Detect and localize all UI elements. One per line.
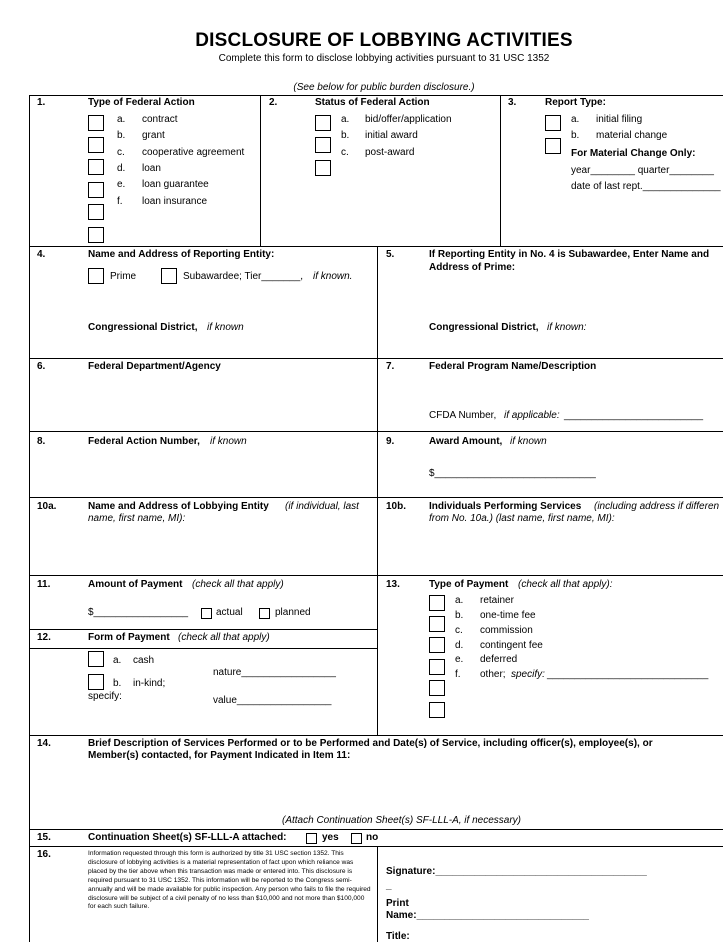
rule (29, 358, 723, 359)
s10a-label: Name and Address of Lobbying Entity (88, 501, 269, 512)
divider (260, 95, 261, 246)
s11-number: 11. (37, 579, 51, 590)
s1-item-text: grant (142, 130, 165, 141)
s1-item-letter: d. (117, 163, 126, 174)
s10b-label: Individuals Performing Services (429, 501, 582, 512)
s10a-note1: (if individual, last (285, 501, 359, 512)
s2-item-letter: b. (341, 130, 350, 141)
s2-item-letter: a. (341, 114, 350, 125)
s1-checkbox-loan-insurance[interactable] (88, 227, 104, 243)
s13-checkbox-deferred[interactable] (429, 680, 445, 696)
s3-item-text: material change (596, 130, 668, 141)
s10b-note2: from No. 10a.) (last name, first name, MI): (429, 513, 615, 524)
s5-label-line2: Address of Prime: (429, 262, 516, 273)
form-subtitle: Complete this form to disclose lobbying activities pursuant to 31 USC 1352 (218, 53, 550, 64)
s4-checkbox-subawardee[interactable] (161, 268, 177, 284)
s3-mc-date-field[interactable]: date of last rept.______________ (571, 181, 721, 192)
s13-item-letter: d. (455, 640, 464, 651)
s13-item-letter: b. (455, 610, 464, 621)
s12-b-text: in-kind; (133, 678, 166, 689)
s13-item-text: commission (480, 625, 533, 636)
s13-specify-field[interactable]: _____________________________ (547, 669, 709, 680)
s12-specify: specify: (88, 691, 122, 702)
divider (500, 95, 501, 246)
s13-checkbox-commission[interactable] (429, 637, 445, 653)
s2-item-text: initial award (365, 130, 418, 141)
s2-item-text: post-award (365, 147, 415, 158)
s9-label: Award Amount, (429, 436, 503, 447)
s14-attach-note: (Attach Continuation Sheet(s) SF-LLL-A, if necessary) (282, 815, 521, 826)
s13-checkbox-one-time-fee[interactable] (429, 616, 445, 632)
s13-item-letter: a. (455, 595, 464, 606)
s1-item-text: loan guarantee (142, 179, 209, 190)
s4-label: Name and Address of Reporting Entity: (88, 249, 275, 260)
s1-item-text: loan insurance (142, 196, 208, 207)
rule (29, 735, 723, 736)
s14-label-line1: Brief Description of Services Performed or to be Performed and Date(s) of Service, including officer(s), employee(s), or (88, 738, 653, 749)
s9-if-known: if known (510, 436, 547, 447)
s1-item-letter: e. (117, 179, 126, 190)
s15-label: Continuation Sheet(s) SF-LLL-A attached: (88, 832, 287, 843)
s2-item-text: bid/offer/application (365, 114, 452, 125)
s16-signature-field[interactable]: Signature:______________________________________ (386, 866, 647, 877)
s4-number: 4. (37, 249, 46, 260)
s8-number: 8. (37, 436, 46, 447)
s2-checkbox-bid[interactable] (315, 115, 331, 131)
s5-congressional-label: Congressional District, (429, 322, 539, 333)
s4-if-known: if known. (313, 271, 353, 282)
s9-number: 9. (386, 436, 395, 447)
s7-number: 7. (386, 361, 395, 372)
s15-number: 15. (37, 832, 51, 843)
s1-label: Type of Federal Action (88, 97, 195, 108)
s13-item-letter: e. (455, 654, 464, 665)
s12-value-field[interactable]: value_________________ (213, 695, 332, 706)
s13-item-text: contingent fee (480, 640, 543, 651)
s13-item-text: other; (480, 669, 506, 680)
s12-number: 12. (37, 632, 51, 643)
s3-label: Report Type: (545, 97, 606, 108)
s13-label: Type of Payment (429, 579, 509, 590)
rule (29, 431, 723, 432)
s8-label: Federal Action Number, (88, 436, 200, 447)
s3-item-letter: a. (571, 114, 580, 125)
s6-number: 6. (37, 361, 46, 372)
s2-checkbox-initial-award[interactable] (315, 137, 331, 153)
s12-note: (check all that apply) (178, 632, 270, 643)
s7-cfda-field[interactable]: _________________________ (564, 410, 704, 421)
s13-checkbox-other[interactable] (429, 702, 445, 718)
s1-item-text: contract (142, 114, 178, 125)
rule (29, 95, 723, 96)
s1-item-letter: b. (117, 130, 126, 141)
s1-item-letter: c. (117, 147, 125, 158)
s16-name-field[interactable]: Name:_______________________________ (386, 910, 589, 921)
s5-congressional-if: if known: (547, 322, 587, 333)
s13-item-letter: f. (455, 669, 461, 680)
rule (29, 575, 723, 576)
s12-b-letter: b. (113, 678, 122, 689)
rule (29, 246, 723, 247)
rule (29, 497, 723, 498)
s2-checkbox-post-award[interactable] (315, 160, 331, 176)
s13-item-letter: c. (455, 625, 463, 636)
s13-checkbox-contingent-fee[interactable] (429, 659, 445, 675)
s12-a-letter: a. (113, 655, 122, 666)
s2-item-letter: c. (341, 147, 349, 158)
s1-number: 1. (37, 97, 46, 108)
s15-no-label: no (366, 832, 379, 843)
s12-label: Form of Payment (88, 632, 170, 643)
s3-checkbox-initial-filing[interactable] (545, 115, 561, 131)
s7-label: Federal Program Name/Description (429, 361, 597, 372)
s12-nature-field[interactable]: nature_________________ (213, 667, 336, 678)
s10b-number: 10b. (386, 501, 407, 512)
s2-number: 2. (269, 97, 278, 108)
s6-label: Federal Department/Agency (88, 361, 221, 372)
s8-if-known: if known (210, 436, 247, 447)
s1-checkbox-loan-guarantee[interactable] (88, 204, 104, 220)
s11-note: (check all that apply) (192, 579, 284, 590)
s7-cfda-label: CFDA Number, (429, 410, 497, 421)
s13-specify: specify: (511, 669, 545, 680)
s16-signature-cont: _ (386, 880, 392, 891)
burden-note: (See below for public burden disclosure.) (293, 82, 475, 93)
s13-note: (check all that apply): (518, 579, 613, 590)
s12-a-text: cash (133, 655, 155, 666)
s3-mc-year-field[interactable]: year________ quarter________ (571, 165, 714, 176)
s15-yes-label: yes (322, 832, 339, 843)
s13-number: 13. (386, 579, 400, 590)
divider (377, 246, 378, 735)
s3-item-letter: b. (571, 130, 580, 141)
s13-item-text: deferred (480, 654, 518, 665)
s11-checkbox-actual[interactable] (201, 608, 212, 619)
s15-checkbox-no[interactable] (351, 833, 362, 844)
s15-checkbox-yes[interactable] (306, 833, 317, 844)
s5-number: 5. (386, 249, 395, 260)
s1-item-letter: f. (117, 196, 123, 207)
s14-label-line2: Member(s) contacted, for Payment Indicated in Item 11: (88, 750, 351, 761)
s13-checkbox-retainer[interactable] (429, 595, 445, 611)
s11-label: Amount of Payment (88, 579, 183, 590)
s1-checkbox-contract[interactable] (88, 115, 104, 131)
s10a-note2: name, first name, MI): (88, 513, 186, 524)
s7-cfda-if: if applicable: (504, 410, 560, 421)
s3-checkbox-material-change[interactable] (545, 138, 561, 154)
rule (29, 629, 377, 630)
form-title: DISCLOSURE OF LOBBYING ACTIVITIES (195, 30, 573, 51)
s12-checkbox-cash[interactable] (88, 651, 104, 667)
s5-label-line1: If Reporting Entity in No. 4 is Subawardee, Enter Name and (429, 249, 710, 260)
s4-prime-label: Prime (110, 271, 137, 282)
s16-print-label: Print (386, 898, 409, 909)
s4-checkbox-prime[interactable] (88, 268, 104, 284)
s16-authority-text: Information requested through this form is authorized by title 31 USC section 1352. This disclosure of lobbying activities is a material representation of fact upon which reliance was placed by the tier above when this transaction was made or entered into. This disclosure is required pursuant to 31 USC 1352. This information will be reported to the Congress semi-annually and will be made available for public inspection. Any person who fails to file the required disclosure will be subject of a civil penalty of no less than $10,000 and not more than $100,000 for each such failure. (88, 850, 371, 911)
rule (29, 648, 377, 649)
s9-amount-field[interactable]: $_____________________________ (429, 468, 596, 479)
s4-subawardee-label[interactable]: Subawardee; Tier_______, (183, 271, 304, 282)
rule (29, 846, 723, 847)
s4-congressional-if: if known (207, 322, 244, 333)
s3-mc-label: For Material Change Only: (571, 148, 696, 159)
s11-planned-label: planned (275, 607, 311, 618)
s14-number: 14. (37, 738, 51, 749)
s1-item-letter: a. (117, 114, 126, 125)
s1-checkbox-cooperative[interactable] (88, 159, 104, 175)
s2-label: Status of Federal Action (315, 97, 430, 108)
s16-title-field[interactable]: Title: (386, 931, 410, 942)
s11-amount-field[interactable]: $_________________ (88, 607, 189, 618)
s1-checkbox-loan[interactable] (88, 182, 104, 198)
s16-number: 16. (37, 849, 51, 860)
s1-item-text: loan (142, 163, 161, 174)
s10a-number: 10a. (37, 501, 57, 512)
s10b-note1: (including address if differen (594, 501, 720, 512)
s1-checkbox-grant[interactable] (88, 137, 104, 153)
s12-checkbox-in-kind[interactable] (88, 674, 104, 690)
s11-actual-label: actual (216, 607, 243, 618)
s1-item-text: cooperative agreement (142, 147, 245, 158)
left-border (29, 95, 30, 942)
s3-number: 3. (508, 97, 517, 108)
s13-item-text: one-time fee (480, 610, 536, 621)
s13-item-text: retainer (480, 595, 514, 606)
divider (377, 846, 378, 942)
rule (29, 829, 723, 830)
s3-item-text: initial filing (596, 114, 643, 125)
s4-congressional-label: Congressional District, (88, 322, 198, 333)
s11-checkbox-planned[interactable] (259, 608, 270, 619)
